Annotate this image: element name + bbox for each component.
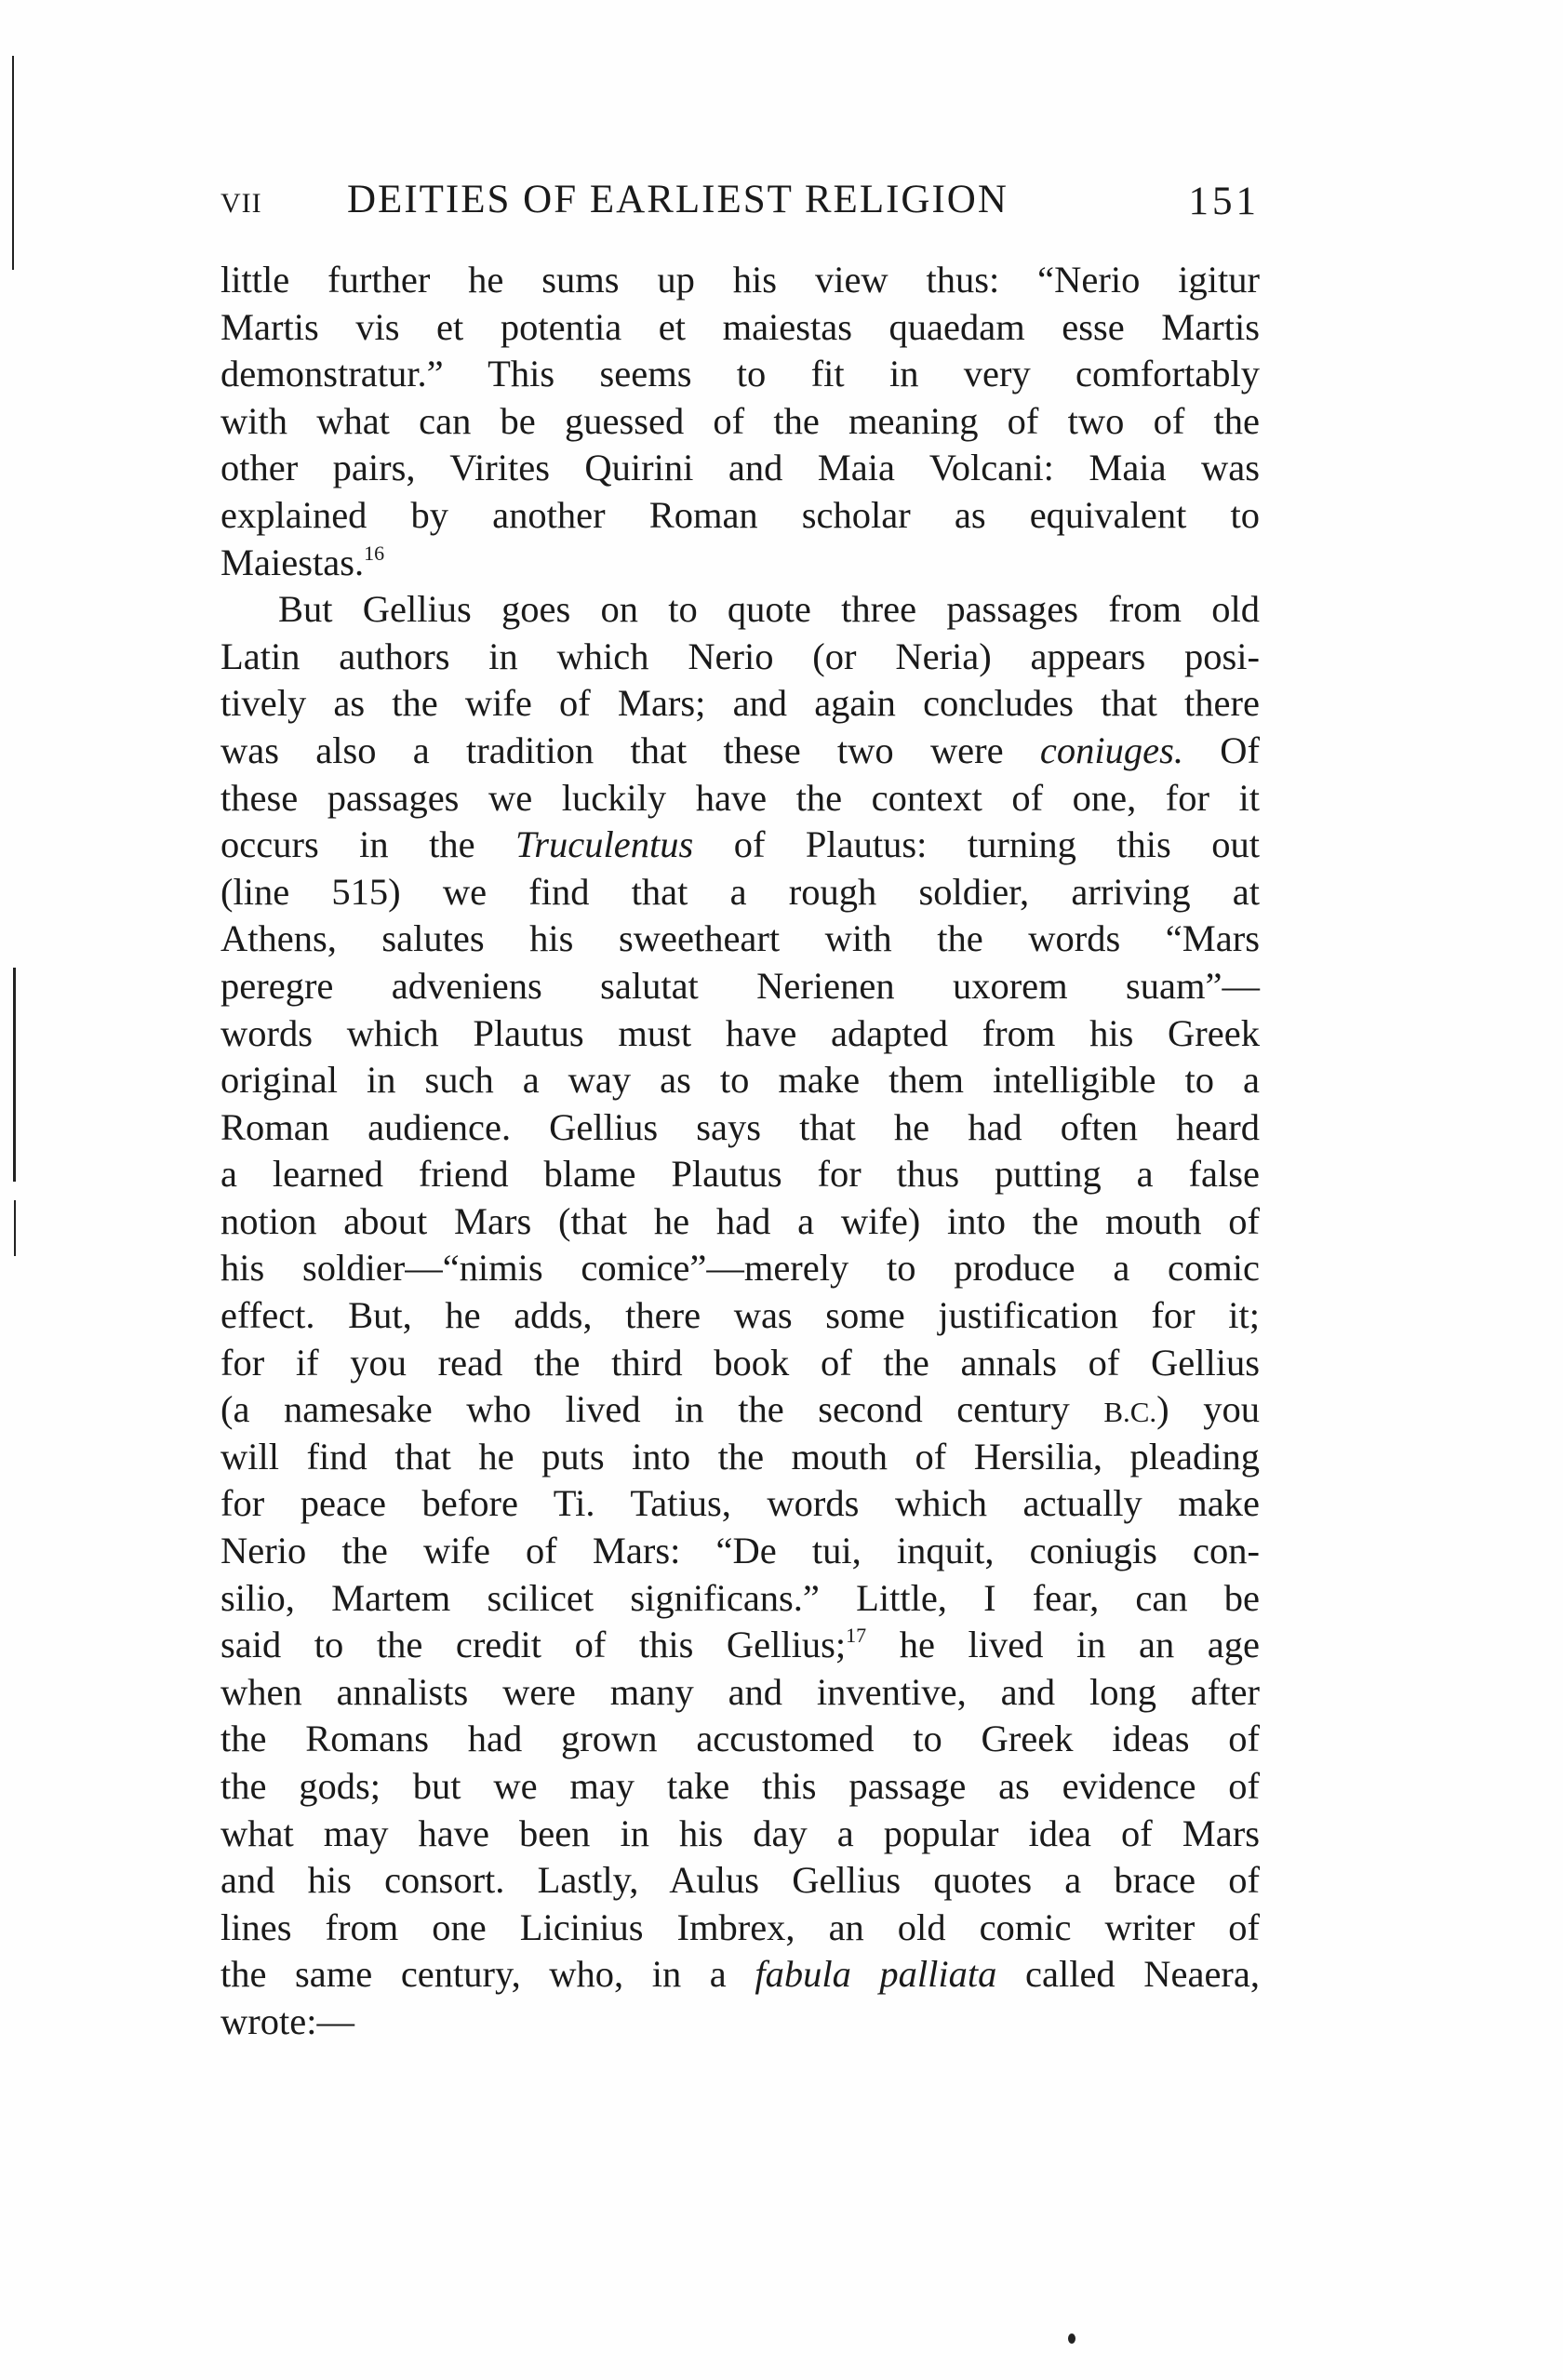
footnote-ref: 16 — [364, 541, 385, 565]
text-line: But Gellius goes on to quote three passages from old — [278, 588, 1260, 631]
italic-term: coniuges. — [1039, 729, 1183, 771]
text-line: tively as the wife of Mars; and again concludes that there — [220, 682, 1260, 725]
text-segment: he lived in an age — [866, 1624, 1260, 1666]
footnote-ref: 17 — [846, 1624, 867, 1648]
italic-title: Truculentus — [515, 823, 694, 866]
text-line — [220, 540, 1260, 587]
text-segment: said to the credit of this Gellius; — [220, 1624, 847, 1666]
text-segment: Maiestas. — [220, 541, 365, 583]
text-line: silio, Martem scilicet significans.” Little, I fear, can be — [220, 1576, 1260, 1619]
chapter-number: VII — [220, 188, 262, 219]
text-line: wrote:— — [220, 1999, 354, 2042]
text-line: these passages we luckily have the context of one, for it — [220, 776, 1260, 819]
ink-speck — [1068, 2333, 1075, 2344]
text-line — [220, 728, 1260, 775]
text-line: (line 515) we find that a rough soldier, arriving at — [220, 870, 1260, 913]
text-line: a learned friend blame Plautus for thus putting a false — [220, 1153, 1260, 1196]
text-segment: called Neaera, — [996, 1953, 1261, 1996]
text-segment: was also a tradition that these two were — [220, 729, 1040, 771]
text-segment: of Plautus: turning this out — [693, 823, 1260, 866]
text-line: with what can be guessed of the meaning of two of the — [220, 399, 1260, 442]
italic-term: fabula palliata — [755, 1953, 997, 1996]
scan-edge-mark — [13, 968, 16, 1182]
text-line: original in such a way as to make them intelligible to a — [220, 1059, 1260, 1102]
text-segment: occurs in the — [220, 823, 515, 866]
text-line: the gods; but we may take this passage as evidence of — [220, 1765, 1260, 1807]
text-segment: ) you — [1156, 1388, 1260, 1431]
text-line — [220, 1951, 1260, 1999]
text-line: the Romans had grown accustomed to Greek ideas of — [220, 1718, 1260, 1760]
text-line: notion about Mars (that he had a wife) into the mouth of — [220, 1199, 1260, 1242]
page-number: 151 — [1188, 180, 1260, 223]
text-line: little further he sums up his view thus: “Nerio igitur — [220, 259, 1260, 301]
text-segment: (a namesake who lived in the second century — [220, 1388, 1104, 1431]
scan-edge-mark — [14, 1200, 16, 1256]
text-segment: the same century, who, in a — [220, 1953, 755, 1996]
text-line: Athens, salutes his sweetheart with the words “Mars — [220, 917, 1260, 960]
text-line: peregre adveniens salutat Nerienen uxorem suam”— — [220, 964, 1260, 1007]
book-page — [220, 177, 1260, 2046]
running-title: DEITIES OF EARLIEST RELIGION — [347, 178, 1009, 221]
text-line: his soldier—“nimis comice”—merely to produce a comic — [220, 1247, 1260, 1290]
text-line: lines from one Licinius Imbrex, an old comic writer of — [220, 1905, 1260, 1948]
text-line: Roman audience. Gellius says that he had often heard — [220, 1105, 1260, 1148]
text-line: explained by another Roman scholar as equivalent to — [220, 493, 1260, 536]
text-line: effect. But, he adds, there was some justification for it; — [220, 1294, 1260, 1337]
small-caps-abbrev: B.C. — [1103, 1396, 1157, 1429]
text-line: and his consort. Lastly, Aulus Gellius quotes a brace of — [220, 1859, 1260, 1902]
text-line: other pairs, Virites Quirini and Maia Volcani: Maia was — [220, 447, 1260, 489]
text-line: for if you read the third book of the annals of Gellius — [220, 1341, 1260, 1384]
text-line: Nerio the wife of Mars: “De tui, inquit, coniugis con- — [220, 1530, 1260, 1572]
body-text — [220, 257, 1260, 2046]
text-line: for peace before Ti. Tatius, words which actually make — [220, 1482, 1260, 1525]
text-line: demonstratur.” This seems to fit in very comfortably — [220, 353, 1260, 395]
running-head — [220, 177, 1260, 233]
text-line: what may have been in his day a popular idea of Mars — [220, 1812, 1260, 1854]
text-line — [220, 1386, 1260, 1434]
text-line — [220, 1622, 1260, 1669]
text-line: Martis vis et potentia et maiestas quaedam esse Martis — [220, 305, 1260, 348]
text-line: when annalists were many and inventive, and long after — [220, 1670, 1260, 1713]
text-line: will find that he puts into the mouth of Hersilia, pleading — [220, 1435, 1260, 1477]
text-line: Latin authors in which Nerio (or Neria) appears posi- — [220, 635, 1260, 677]
text-line — [220, 822, 1260, 869]
text-segment: Of — [1182, 729, 1260, 771]
scan-edge-mark — [12, 56, 14, 270]
text-line: words which Plautus must have adapted from his Greek — [220, 1011, 1260, 1054]
